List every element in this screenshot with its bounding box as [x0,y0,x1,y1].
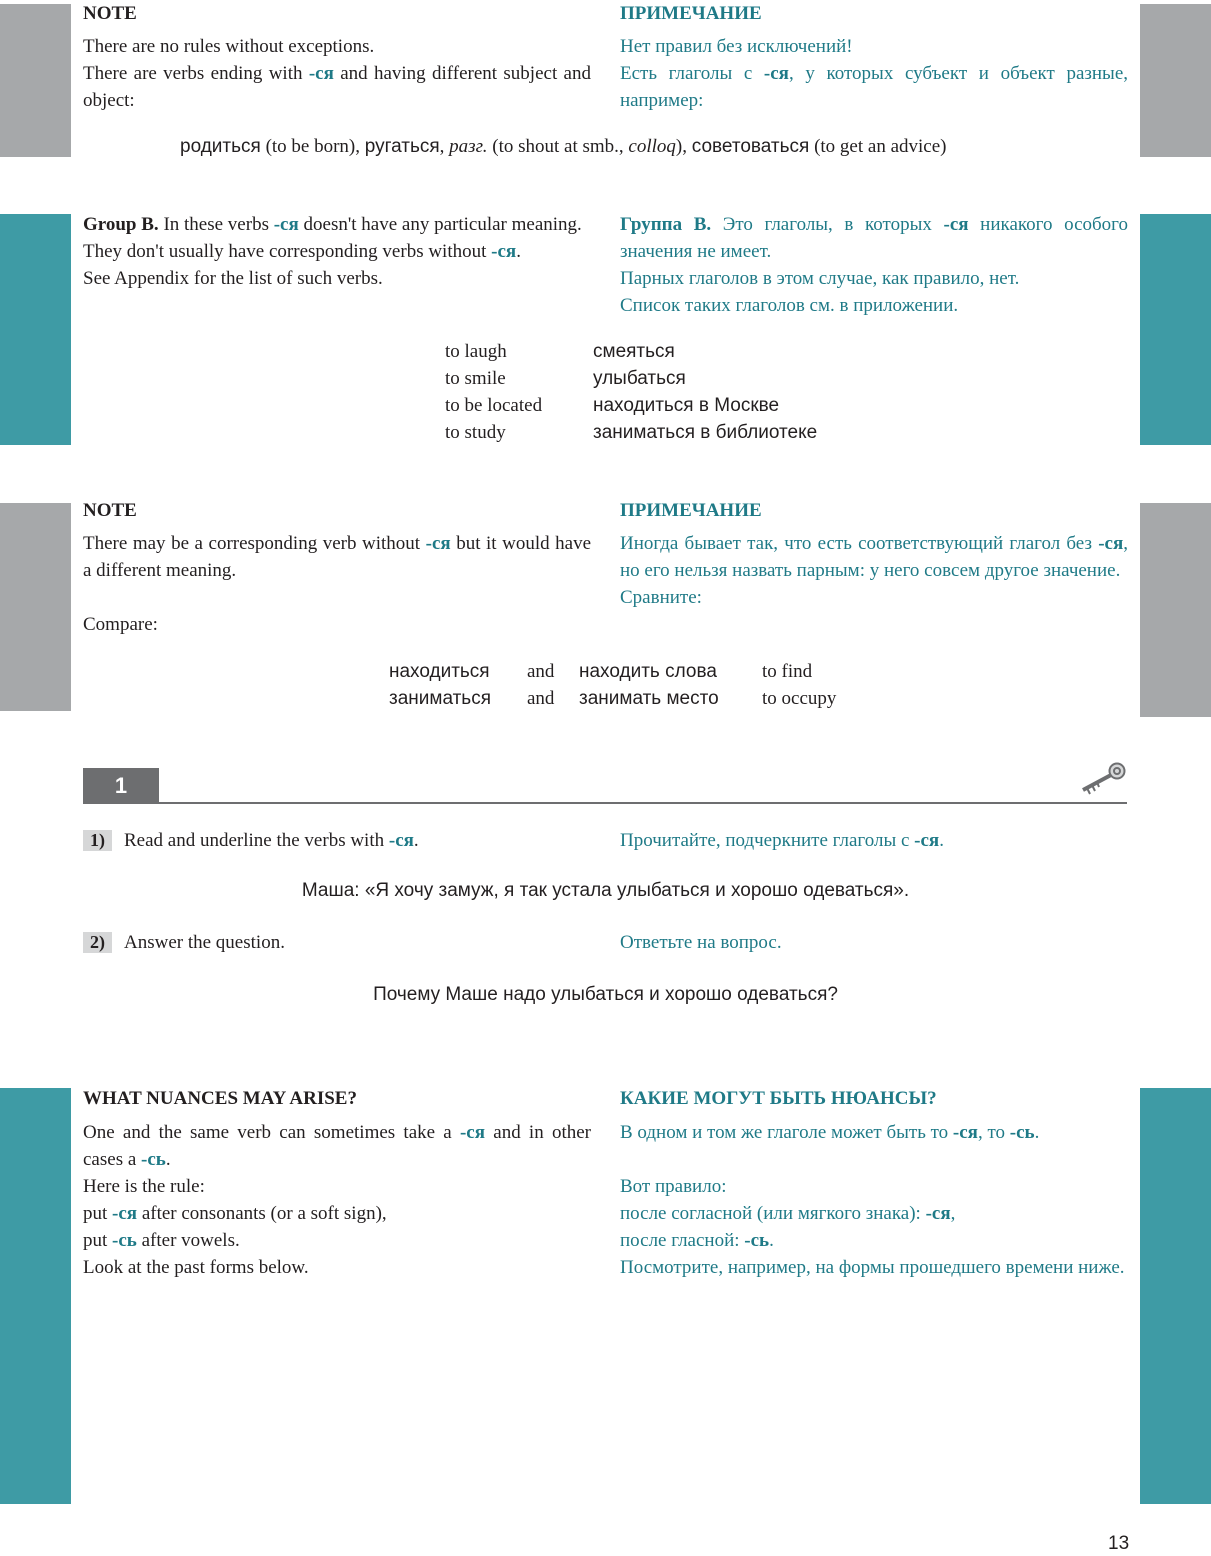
left-gray-bar-note2 [0,503,71,711]
pair-en: to laugh [445,341,507,362]
note1-ru-line1: Нет правил без исключений! [620,36,853,57]
pair-ru: смеяться [593,341,675,362]
task1-number: 1) [83,830,112,851]
compare-verb1: находиться [389,661,490,682]
task1-text: Маша: «Я хочу замуж, я так устала улыбаться и хорошо одеваться». [301,880,910,901]
exercise-number: 1 [83,768,159,803]
nuances-ru-p5: Посмотрите, например, на формы прошедшего времени ниже. [620,1257,1125,1278]
note1-russian [620,0,1128,114]
left-teal-bar-nuances [0,1088,71,1504]
nuances-ru-title: КАКИЕ МОГУТ БЫТЬ НЮАНСЫ? [620,1088,937,1109]
note2-en-title: NOTE [83,500,137,521]
groupb-en-p1: Group B. In these verbs -ся doesn't have any particular meaning. [83,214,582,235]
note1-ru-title: ПРИМЕЧАНИЕ [620,3,762,24]
note1-en-line2: There are verbs ending with -ся and having different subject and object: [83,63,591,111]
compare-verb2: занимать место [579,688,719,709]
nuances-en-p3: put -ся after consonants (or a soft sign), [83,1203,387,1224]
task2-ru: Ответьте на вопрос. [620,932,782,953]
note1-en-line1: There are no rules without exceptions. [83,36,375,57]
compare-verb2: находить слова [579,661,717,682]
nuances-ru-p2: Вот правило: [620,1176,727,1197]
nuances-ru-p3: после согласной (или мягкого знака): -ся, [620,1203,956,1224]
pair-ru: находиться в Москве [593,395,780,416]
note2-en-compare: Compare: [83,614,158,635]
pair-ru: заниматься в библиотеке [593,422,818,443]
note2-en-p1: There may be a corresponding verb without -ся but it would have a different meaning. [83,533,592,581]
compare-and: and [527,688,555,709]
task2-number: 2) [83,932,112,953]
left-gray-bar-note1 [0,4,71,157]
right-teal-bar-nuances [1140,1088,1211,1504]
nuances-russian [620,1085,1128,1281]
nuances-ru-p1: В одном и том же глаголе может быть то -ся, то -сь. [620,1122,1040,1143]
compare-and: and [527,661,555,682]
groupb-ru-p1: Группа B. Это глаголы, в которых -ся никакого особого значения не имеет. [620,214,1128,262]
pair-en: to be located [445,395,543,416]
note2-ru-compare: Сравните: [620,587,702,608]
note1-english [83,0,591,114]
nuances-en-p2: Here is the rule: [83,1176,205,1197]
exercise-rule [83,802,1127,804]
groupb-english [83,211,591,292]
pair-ru: улыбаться [593,368,686,389]
key-icon [1078,760,1128,800]
note2-ru-p1: Иногда бывает так, что есть соответствующий глагол без -ся, но его нельзя назвать парным: у него совсем другое значение. [620,533,1128,581]
note2-russian [620,497,1128,611]
groupb-ru-p3: Список таких глаголов см. в приложении. [620,295,959,316]
groupb-ru-p2: Парных глаголов в этом случае, как правило, нет. [620,268,1020,289]
compare-english: to occupy [762,688,837,709]
nuances-english [83,1085,591,1281]
right-gray-bar-note2 [1140,503,1211,717]
nuances-en-p1: One and the same verb can sometimes take a -ся and in other cases a -сь. [83,1122,591,1170]
note1-ru-line2: Есть глаголы с -ся, у которых субъект и объект разные, например: [620,63,1129,111]
nuances-ru-p4: после гласной: -сь. [620,1230,774,1251]
groupb-russian [620,211,1128,319]
nuances-en-p4: put -сь after vowels. [83,1230,240,1251]
groupb-en-p2: They don't usually have corresponding verbs without -ся. [83,241,521,262]
page-number: 13 [1108,1533,1130,1554]
note2-ru-title: ПРИМЕЧАНИЕ [620,500,762,521]
task2-en: Answer the question. [124,932,285,953]
task2-text: Почему Маше надо улыбаться и хорошо одеваться? [373,984,838,1005]
right-gray-bar-note1 [1140,4,1211,157]
groupb-en-p3: See Appendix for the list of such verbs. [83,268,383,289]
compare-english: to find [762,661,813,682]
right-teal-bar-groupb [1140,214,1211,445]
note1-en-title: NOTE [83,3,137,24]
pair-en: to smile [445,368,506,389]
nuances-en-p5: Look at the past forms below. [83,1257,309,1278]
compare-verb1: заниматься [389,688,491,709]
note2-english [83,497,591,638]
nuances-en-title: WHAT NUANCES MAY ARISE? [83,1088,357,1109]
task1-ru: Прочитайте, подчеркните глаголы с -ся. [620,830,944,851]
note1-example: родиться (to be born), ругаться, разг. (to shout at smb., colloq), советоваться (to get an advice) [180,136,947,157]
pair-en: to study [445,422,506,443]
left-teal-bar-groupb [0,214,71,445]
task1-en: Read and underline the verbs with -ся. [124,830,419,851]
